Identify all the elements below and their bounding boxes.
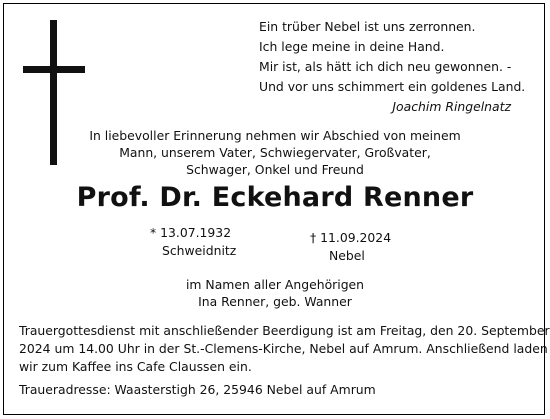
intro-text	[0, 127, 550, 178]
poem-line: Und vor uns schimmert ein goldenes Land.	[259, 79, 526, 94]
death-date: † 11.09.2024	[310, 230, 392, 245]
poem-author: Joachim Ringelnatz	[392, 99, 511, 114]
death-place: Nebel	[329, 248, 365, 263]
poem-line: Mir ist, als hätt ich dich neu gewonnen. -	[259, 59, 512, 74]
service-line: wir zum Kaffee ins Cafe Claussen ein.	[19, 359, 252, 374]
poem-line: Ich lege meine in deine Hand.	[259, 39, 445, 54]
service-info	[19, 322, 550, 376]
birth-date: * 13.07.1932	[150, 225, 232, 240]
birth-info	[150, 224, 260, 260]
poem	[259, 17, 529, 117]
death-info	[310, 229, 420, 265]
intro-line: Mann, unserem Vater, Schwiegervater, Großvater,	[119, 145, 431, 160]
intro-line: In liebevoller Erinnerung nehmen wir Abschied von meinem	[89, 128, 461, 143]
deceased-name: Prof. Dr. Eckehard Renner	[76, 182, 474, 213]
mourners-line: Ina Renner, geb. Wanner	[198, 294, 352, 309]
birth-place: Schweidnitz	[162, 243, 237, 258]
intro-line: Schwager, Onkel und Freund	[186, 162, 364, 177]
mourners-line: im Namen aller Angehörigen	[185, 277, 365, 292]
mourners	[0, 276, 550, 310]
poem-line: Ein trüber Nebel ist uns zerronnen.	[259, 19, 476, 34]
mourning-address: Traueradresse: Waasterstigh 26, 25946 Nebel auf Amrum	[19, 382, 376, 397]
service-line: Trauergottesdienst mit anschließender Beerdigung ist am Freitag, den 20. September	[19, 323, 550, 338]
service-line: 2024 um 14.00 Uhr in der St.-Clemens-Kirche, Nebel auf Amrum. Anschließend laden	[19, 341, 548, 356]
